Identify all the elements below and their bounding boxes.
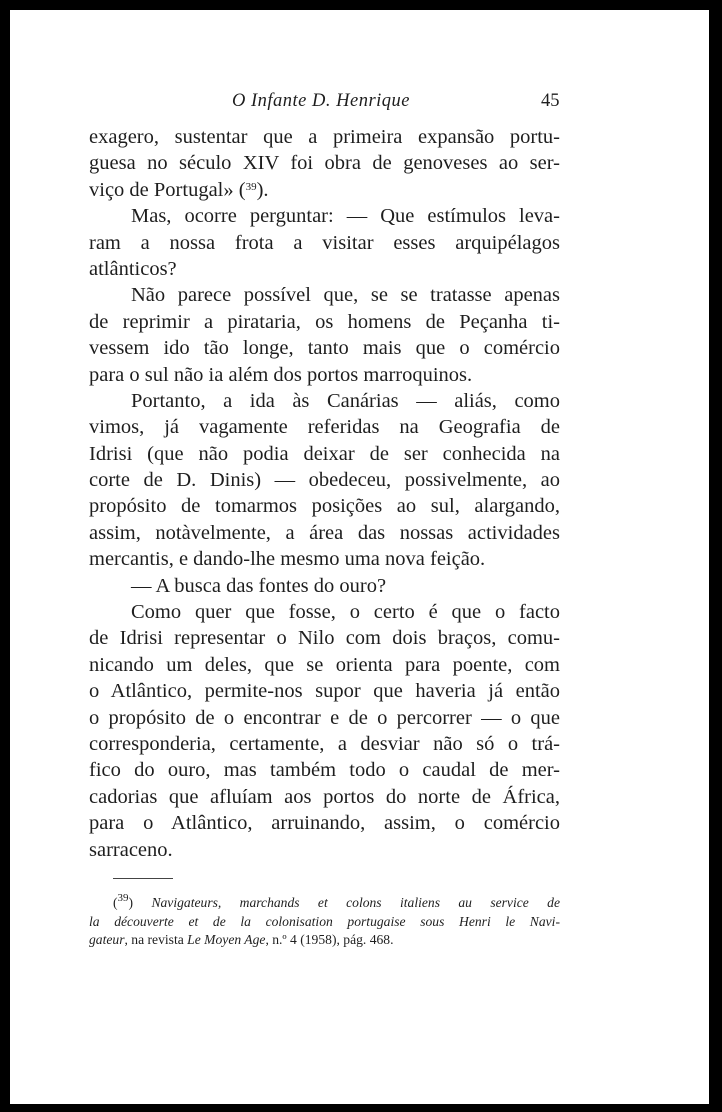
text-line: o propósito de o encontrar e de o percorrer — o que xyxy=(89,706,560,729)
text-line: — A busca das fontes do ouro? xyxy=(131,574,387,597)
text-line: corresponderia, certamente, a desviar não só o trá- xyxy=(89,732,560,755)
text-line: de Idrisi representar o Nilo com dois braços, comu- xyxy=(89,627,560,650)
text-line: para o sul não ia além dos portos marroquinos. xyxy=(89,363,473,386)
footnote-line: la découverte et de la colonisation portugaise sous Henri le Navi- xyxy=(89,913,560,929)
footnote-marker-close: ) xyxy=(128,895,134,910)
page-number: 45 xyxy=(541,91,560,111)
text-line: de reprimir a pirataria, os homens de Peçanha ti- xyxy=(89,310,560,333)
text-line: atlânticos? xyxy=(89,257,177,280)
text-line: mercantis, e dando-lhe mesmo uma nova feição. xyxy=(89,548,486,571)
text-span: viço de Portugal» ( xyxy=(89,178,246,201)
footnote-marker-number: 39 xyxy=(117,892,129,904)
running-title: O Infante D. Henrique xyxy=(232,91,410,111)
text-line: vessem ido tão longe, tanto mais que o comércio xyxy=(89,337,560,360)
text-line: Idrisi (que não podia deixar de ser conhecida na xyxy=(89,442,560,465)
footnote-line xyxy=(89,931,560,950)
text-line: o Atlântico, permite-nos supor que haveria já então xyxy=(89,680,560,703)
text-line: exagero, sustentar que a primeira expansão portu- xyxy=(89,126,560,148)
text-line: corte de D. Dinis) — obedeceu, possivelmente, ao xyxy=(89,469,560,492)
text-line: vimos, já vagamente referidas na Geografia de xyxy=(89,416,560,439)
footnote-line xyxy=(89,894,560,913)
text-line: para o Atlântico, arruinando, assim, o comércio xyxy=(89,812,560,835)
text-line: Não parece possível que, se se tratasse apenas xyxy=(131,284,560,307)
footnote xyxy=(89,894,560,950)
text-line: cadorias que afluíam aos portos do norte de África, xyxy=(89,785,560,808)
text-line: nicando um deles, que se orienta para poente, com xyxy=(89,653,560,676)
text-line: Mas, ocorre perguntar: — Que estímulos leva- xyxy=(131,205,560,228)
text-line: Portanto, a ida às Canárias — aliás, como xyxy=(131,389,560,412)
footnote-text: , n.º 4 (1958), pág. 468. xyxy=(265,932,394,947)
footnote-journal: Le Moyen Age xyxy=(187,932,266,947)
footnote-title: Navigateurs, marchands et colons italiens au service de xyxy=(151,895,560,910)
footnote-text: , na revista xyxy=(124,932,188,947)
footnote-reference: 39 xyxy=(245,180,257,193)
text-line: sarraceno. xyxy=(89,838,173,861)
footnote-marker xyxy=(113,892,134,910)
text-line: ram a nossa frota a visitar esses arquipélagos xyxy=(89,231,560,254)
text-line: assim, notàvelmente, a área das nossas actividades xyxy=(89,521,560,544)
text-line: propósito de tomarmos posições ao sul, alargando, xyxy=(89,495,560,518)
page-header xyxy=(10,84,709,118)
book-page xyxy=(10,10,709,1104)
footnote-title-end: gateur xyxy=(89,932,125,947)
text-line: guesa no século XIV foi obra de genoveses ao ser- xyxy=(89,152,560,175)
body-text xyxy=(89,124,560,863)
text-line: Como quer que fosse, o certo é que o facto xyxy=(131,601,560,624)
text-span: ). xyxy=(256,178,269,201)
footnote-divider xyxy=(113,878,173,879)
text-line: fico do ouro, mas também todo o caudal de mer- xyxy=(89,759,560,782)
text-line xyxy=(89,177,560,203)
footnote-marker-open: ( xyxy=(113,895,118,910)
